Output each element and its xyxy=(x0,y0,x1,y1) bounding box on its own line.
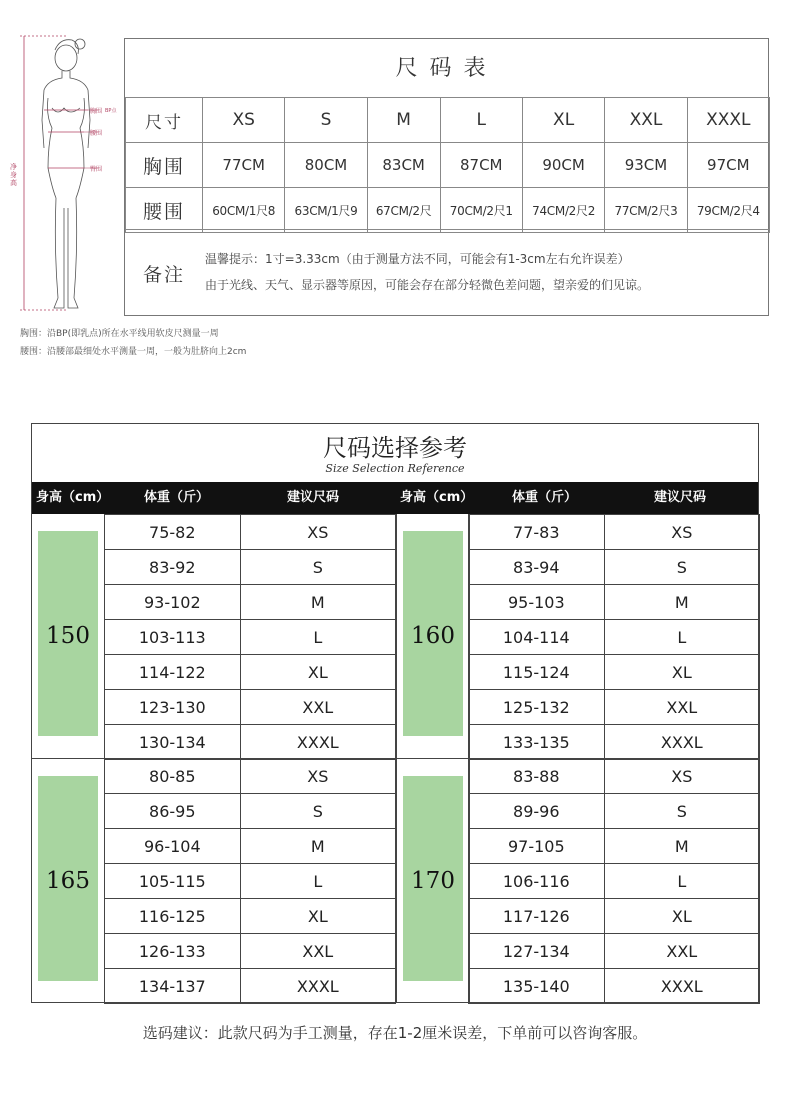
height-block-170 xyxy=(396,758,760,1002)
table-row xyxy=(105,725,396,760)
table-row xyxy=(105,550,396,585)
height-label: 净身高 xyxy=(10,163,17,187)
size-row xyxy=(126,98,770,143)
weight-cell: 133-135 xyxy=(469,725,605,760)
table-row xyxy=(469,759,760,794)
column-header: 建议尺码 xyxy=(287,490,340,505)
size-cell: XXL xyxy=(240,690,395,725)
weight-cell: 116-125 xyxy=(105,899,241,934)
table-row xyxy=(469,690,760,725)
size-cell: S xyxy=(240,794,395,829)
weight-cell: 125-132 xyxy=(469,690,605,725)
table-cell: 胸围 xyxy=(126,143,203,188)
size-cell: XL xyxy=(604,899,759,934)
weight-cell: 103-113 xyxy=(105,620,241,655)
column-header: 身高（cm） xyxy=(400,490,474,505)
table-cell: 97CM xyxy=(687,143,769,188)
table-cell: 80CM xyxy=(285,143,367,188)
woman-outline-icon xyxy=(8,28,128,318)
table-row xyxy=(105,969,396,1004)
table-row xyxy=(469,585,760,620)
size-chart xyxy=(124,38,769,316)
weight-cell: 96-104 xyxy=(105,829,241,864)
bust-row xyxy=(126,143,770,188)
height-cell xyxy=(32,758,105,1003)
weight-cell: 80-85 xyxy=(105,759,241,794)
size-cell: XXXL xyxy=(604,969,759,1004)
size-cell: L xyxy=(604,864,759,899)
weight-cell: 89-96 xyxy=(469,794,605,829)
weight-cell: 83-88 xyxy=(469,759,605,794)
weight-cell: 95-103 xyxy=(469,585,605,620)
table-row xyxy=(105,585,396,620)
size-cell: L xyxy=(240,620,395,655)
column-header: 建议尺码 xyxy=(654,490,707,505)
table-row xyxy=(105,794,396,829)
table-cell: 74CM/2尺2 xyxy=(522,188,604,233)
table-row xyxy=(469,864,760,899)
size-cell: M xyxy=(240,585,395,620)
weight-cell: 114-122 xyxy=(105,655,241,690)
weight-cell: 105-115 xyxy=(105,864,241,899)
table-cell: 83CM xyxy=(367,143,440,188)
table-cell: 93CM xyxy=(605,143,687,188)
bust-label: 胸围 xyxy=(90,108,103,115)
size-cell: XS xyxy=(240,515,395,550)
table-row xyxy=(105,829,396,864)
height-value: 160 xyxy=(411,623,455,649)
weight-cell: 127-134 xyxy=(469,934,605,969)
weight-cell: 86-95 xyxy=(105,794,241,829)
table-cell: 79CM/2尺4 xyxy=(687,188,769,233)
weight-cell: 104-114 xyxy=(469,620,605,655)
weight-cell: 117-126 xyxy=(469,899,605,934)
reference-header-bar xyxy=(32,482,758,514)
weight-cell: 123-130 xyxy=(105,690,241,725)
weight-size-table xyxy=(468,758,760,1004)
height-cell xyxy=(396,758,470,1003)
height-value: 165 xyxy=(46,868,90,894)
table-row xyxy=(469,620,760,655)
weight-cell: 83-94 xyxy=(469,550,605,585)
size-cell: XL xyxy=(240,655,395,690)
waist-row xyxy=(126,188,770,233)
size-chart-title: 尺码表 xyxy=(395,56,498,81)
remark-line-1: 温馨提示：1寸=3.33cm（由于测量方法不同，可能会有1-3cm左右允许误差） xyxy=(205,252,630,266)
reference-title: 尺码选择参考 xyxy=(323,434,467,462)
size-cell: L xyxy=(240,864,395,899)
table-cell: 腰围 xyxy=(126,188,203,233)
weight-cell: 134-137 xyxy=(105,969,241,1004)
table-row xyxy=(105,620,396,655)
size-cell: S xyxy=(604,794,759,829)
table-row xyxy=(469,899,760,934)
size-cell: M xyxy=(604,585,759,620)
height-block-160 xyxy=(396,514,760,758)
size-cell: XS xyxy=(604,515,759,550)
table-cell: 87CM xyxy=(440,143,522,188)
size-cell: L xyxy=(604,620,759,655)
table-row xyxy=(469,550,760,585)
table-cell: XXL xyxy=(605,98,687,143)
table-cell: 77CM/2尺3 xyxy=(605,188,687,233)
table-cell: M xyxy=(367,98,440,143)
hip-label: 臀围 xyxy=(90,166,103,173)
table-cell: XL xyxy=(522,98,604,143)
column-header: 体重（斤） xyxy=(512,490,578,505)
weight-cell: 97-105 xyxy=(469,829,605,864)
size-cell: XXXL xyxy=(240,969,395,1004)
table-cell: XS xyxy=(203,98,285,143)
weight-cell: 83-92 xyxy=(105,550,241,585)
waist-measure-note: 腰围：沿腰部最细处水平测量一周，一般为肚脐向上2cm xyxy=(20,347,247,357)
table-cell: 60CM/1尺8 xyxy=(203,188,285,233)
weight-cell: 93-102 xyxy=(105,585,241,620)
weight-size-table xyxy=(468,514,760,760)
size-cell: XXL xyxy=(240,934,395,969)
height-block-150 xyxy=(32,514,396,758)
table-cell: 67CM/2尺 xyxy=(367,188,440,233)
table-row xyxy=(105,690,396,725)
size-advice-footer: 选码建议：此款尺码为手工测量，存在1-2厘米误差，下单前可以咨询客服。 xyxy=(142,1024,648,1042)
size-reference xyxy=(31,423,759,1003)
size-cell: M xyxy=(240,829,395,864)
weight-cell: 75-82 xyxy=(105,515,241,550)
height-cell xyxy=(396,514,470,758)
table-cell: 90CM xyxy=(522,143,604,188)
weight-size-table xyxy=(104,514,396,760)
weight-cell: 130-134 xyxy=(105,725,241,760)
column-header: 体重（斤） xyxy=(144,490,210,505)
table-row xyxy=(469,655,760,690)
column-header: 身高（cm） xyxy=(36,490,110,505)
size-cell: XXXL xyxy=(240,725,395,760)
bp-tag: BP点 xyxy=(105,108,117,114)
table-row xyxy=(105,759,396,794)
waist-label: 腰围 xyxy=(90,130,103,137)
table-cell: 70CM/2尺1 xyxy=(440,188,522,233)
size-chart-table xyxy=(125,97,770,233)
size-cell: XXL xyxy=(604,934,759,969)
table-cell: 77CM xyxy=(203,143,285,188)
weight-cell: 115-124 xyxy=(469,655,605,690)
weight-cell: 77-83 xyxy=(469,515,605,550)
weight-size-table xyxy=(104,758,396,1004)
bust-measure-note: 胸围：沿BP(即乳点)所在水平线用软皮尺测量一周 xyxy=(20,329,219,339)
height-cell xyxy=(32,514,105,758)
size-cell: XXXL xyxy=(604,725,759,760)
remark-section xyxy=(125,229,770,317)
table-row xyxy=(105,864,396,899)
weight-cell: 135-140 xyxy=(469,969,605,1004)
size-cell: XXL xyxy=(604,690,759,725)
table-row xyxy=(469,725,760,760)
height-value: 150 xyxy=(46,623,90,649)
body-measurement-figure xyxy=(8,28,128,318)
table-row xyxy=(105,515,396,550)
height-value: 170 xyxy=(411,868,455,894)
table-row xyxy=(105,899,396,934)
table-cell: 尺寸 xyxy=(126,98,203,143)
size-cell: XL xyxy=(240,899,395,934)
table-row xyxy=(469,794,760,829)
table-cell: XXXL xyxy=(687,98,769,143)
remark-line-2: 由于光线、天气、显示器等原因，可能会存在部分轻微色差问题，望亲爱的们见谅。 xyxy=(205,278,650,292)
size-cell: M xyxy=(604,829,759,864)
table-row xyxy=(105,934,396,969)
table-row xyxy=(469,969,760,1004)
size-cell: XS xyxy=(240,759,395,794)
table-cell: S xyxy=(285,98,367,143)
size-cell: XS xyxy=(604,759,759,794)
table-row xyxy=(469,829,760,864)
weight-cell: 126-133 xyxy=(105,934,241,969)
remark-label: 备注 xyxy=(143,264,186,286)
table-row xyxy=(105,655,396,690)
weight-cell: 106-116 xyxy=(469,864,605,899)
size-cell: S xyxy=(604,550,759,585)
height-block-165 xyxy=(32,758,396,1002)
table-cell: 63CM/1尺9 xyxy=(285,188,367,233)
size-cell: XL xyxy=(604,655,759,690)
reference-subtitle: Size Selection Reference xyxy=(325,462,465,475)
table-cell: L xyxy=(440,98,522,143)
table-row xyxy=(469,934,760,969)
table-row xyxy=(469,515,760,550)
size-cell: S xyxy=(240,550,395,585)
